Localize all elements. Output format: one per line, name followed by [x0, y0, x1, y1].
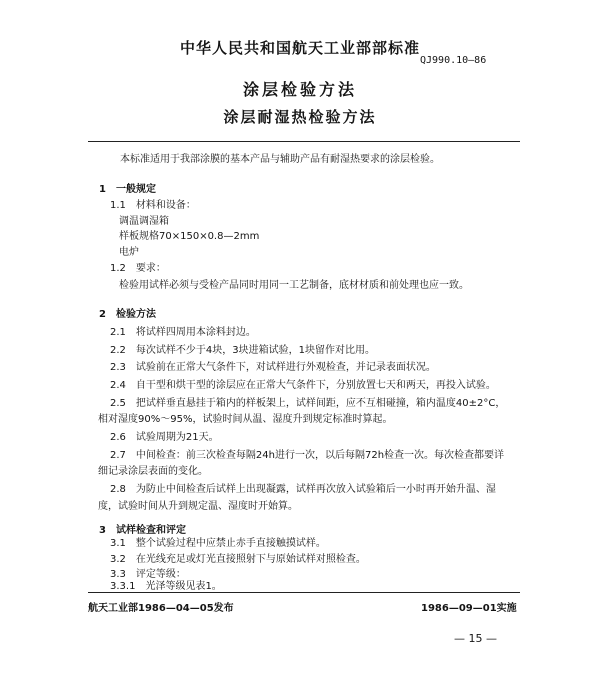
clause-2-7-line-1: 2.7 中间检查：前三次检查每隔24h进行一次，以后每隔72h检查一次。每次检查都要详 [110, 450, 505, 461]
standard-title: 中华人民共和国航天工业部部标准 [179, 39, 420, 57]
clause-2-8-line-1: 2.8 为防止中间检查后试样上出现凝露，试样再次放入试验箱后一小时再开始升温、湿 [110, 484, 496, 495]
clause-3-1: 3.1 整个试验过程中应禁止赤手直接触摸试样。 [110, 538, 326, 549]
clause-2-5-line-1: 2.5 把试样垂直悬挂于箱内的样板架上，试样间距，应不互相碰撞，箱内温度40±2°C， [110, 398, 506, 409]
clause-2-8-line-2: 度，试验时间从升到规定温、湿度时开始算。 [98, 501, 298, 512]
clause-2-4: 2.4 自干型和烘干型的涂层应在正常大气条件下，分别放置七天和两天，再投入试验。 [110, 380, 496, 391]
standard-code: QJ990.10—86 [420, 55, 487, 66]
page-number: — 15 — [454, 632, 497, 645]
equipment-item-panel: 样板规格70×150×0.8—2mm [119, 231, 260, 242]
clause-3-3-1: 3.3.1 光泽等级见表1。 [110, 581, 222, 592]
clause-2-1: 2.1 将试样四周用本涂料封边。 [110, 327, 256, 338]
top-divider [88, 141, 520, 142]
clause-3-2: 3.2 在光线充足或灯光直接照射下与原始试样对照检查。 [110, 554, 366, 565]
document-subtitle: 涂层耐湿热检验方法 [223, 108, 377, 126]
clause-2-5-line-2: 相对湿度90%～95%，试验时间从温、湿度升到规定标准时算起。 [98, 414, 393, 425]
section-3-heading: 3 试样检查和评定 [99, 525, 186, 536]
clause-2-6: 2.6 试验周期为21天。 [110, 432, 219, 443]
issued-date: 航天工业部1986—04—05发布 [88, 603, 234, 614]
bottom-divider [88, 592, 520, 593]
clause-1-1: 1.1 材料和设备： [110, 200, 196, 211]
section-1-heading: 1 一般规定 [99, 184, 156, 195]
clause-2-7-line-2: 细记录涂层表面的变化。 [98, 466, 208, 477]
document-title: 涂层检验方法 [242, 80, 357, 99]
clause-1-2: 1.2 要求： [110, 263, 166, 274]
clause-2-3: 2.3 试验前在正常大气条件下，对试样进行外观检查，并记录表面状况。 [110, 362, 436, 373]
clause-3-3: 3.3 评定等级： [110, 569, 186, 580]
clause-1-2-text: 检验用试样必须与受检产品同时用同一工艺制备，底材材质和前处理也应一致。 [119, 280, 469, 291]
equipment-item-chamber: 调温调湿箱 [119, 216, 169, 227]
clause-2-2: 2.2 每次试样不少于4块，3块进箱试验，1块留作对比用。 [110, 345, 375, 356]
effective-date: 1986—09—01实施 [421, 603, 517, 614]
intro-paragraph: 本标准适用于我部涂膜的基本产品与辅助产品有耐湿热要求的涂层检验。 [120, 154, 440, 165]
section-2-heading: 2 检验方法 [99, 309, 156, 320]
equipment-item-furnace: 电炉 [119, 247, 139, 258]
